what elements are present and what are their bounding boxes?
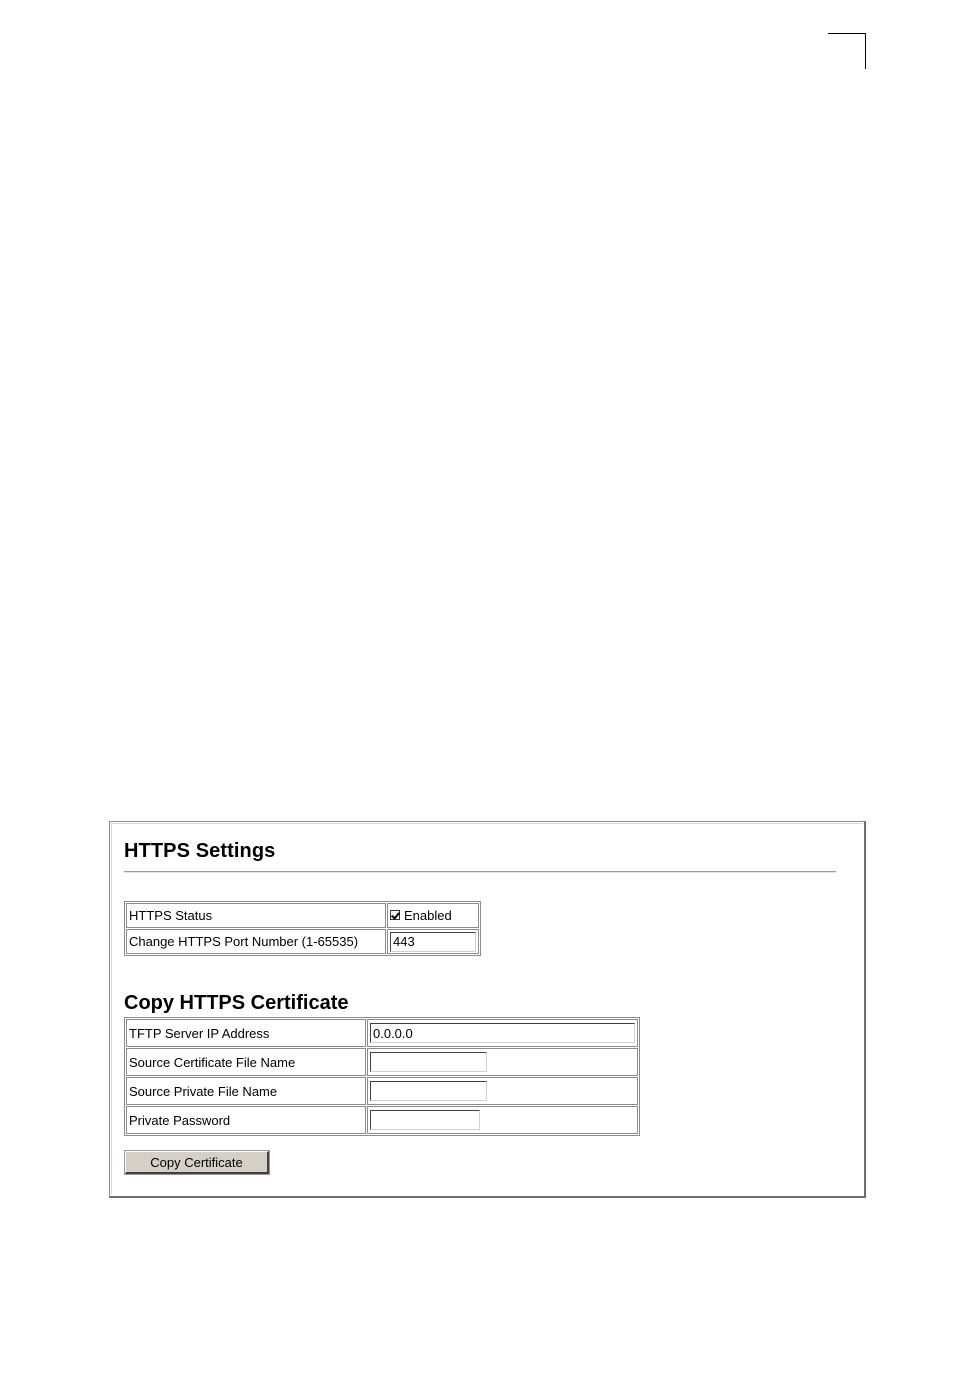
private-password-input[interactable] (370, 1110, 480, 1130)
panel-inner (111, 823, 863, 1195)
https-status-checkbox[interactable] (390, 910, 400, 920)
https-status-toggle[interactable] (390, 908, 452, 923)
table-row (126, 903, 479, 928)
copy-certificate-button[interactable]: Copy Certificate (125, 1151, 269, 1174)
private-password-label: Private Password (126, 1106, 366, 1134)
table-row (126, 1077, 638, 1105)
table-row (126, 929, 479, 954)
tftp-server-input[interactable] (370, 1023, 635, 1043)
source-private-file-label: Source Private File Name (126, 1077, 366, 1105)
https-port-label: Change HTTPS Port Number (1-65535) (126, 929, 386, 954)
table-row (126, 1048, 638, 1076)
table-row (126, 1019, 638, 1047)
https-port-input[interactable] (390, 932, 476, 952)
page-corner-mark (828, 33, 866, 69)
https-settings-panel (109, 821, 866, 1198)
https-status-checkbox-label: Enabled (404, 907, 452, 923)
source-certificate-cell (367, 1048, 638, 1076)
page-title: HTTPS Settings (124, 840, 276, 862)
section-title-copy-certificate: Copy HTTPS Certificate (124, 992, 349, 1014)
tftp-server-cell (367, 1019, 638, 1047)
copy-certificate-table (124, 1017, 640, 1136)
source-certificate-input[interactable] (370, 1052, 487, 1072)
title-divider (124, 871, 836, 873)
tftp-server-label: TFTP Server IP Address (126, 1019, 366, 1047)
https-port-cell (387, 929, 479, 954)
source-certificate-label: Source Certificate File Name (126, 1048, 366, 1076)
source-private-file-input[interactable] (370, 1081, 487, 1101)
table-row (126, 1106, 638, 1134)
https-status-cell (387, 903, 479, 928)
source-private-file-cell (367, 1077, 638, 1105)
https-status-label: HTTPS Status (126, 903, 386, 928)
private-password-cell (367, 1106, 638, 1134)
https-settings-table (124, 901, 481, 956)
